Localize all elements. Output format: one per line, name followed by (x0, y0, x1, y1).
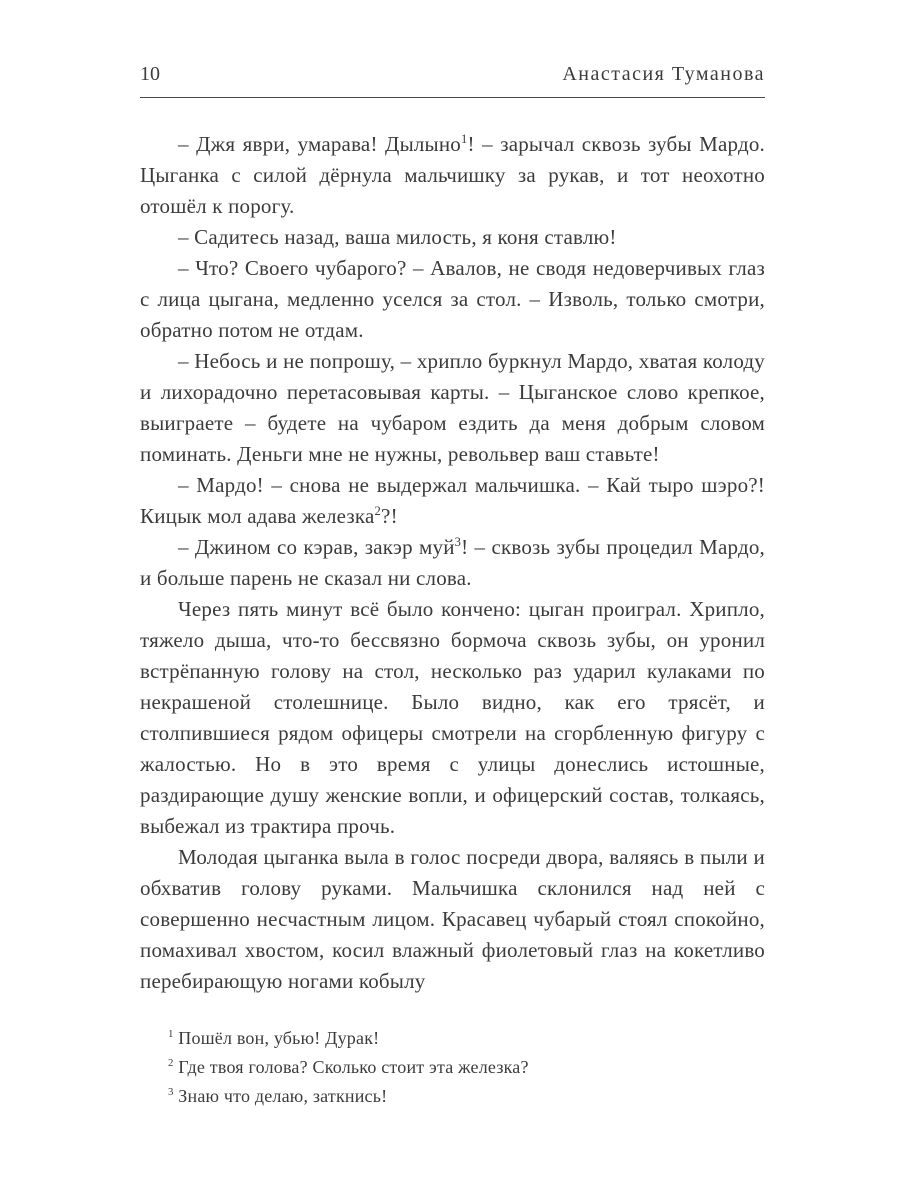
paragraph: – Небось и не попрошу, – хрипло буркнул Мардо, хватая колоду и лихорадочно перетасовывая карты. – Цыганское слово крепкое, выиграете – будете на чубаром ездить да меня добрым словом поминать. Деньги мне не нужны, револьвер ваш ставьте! (140, 349, 765, 466)
paragraph: – Джином со кэрав, закэр муй$^3$! – сквозь зубы процедил Мардо, и больше парень не сказал ни слова. (140, 535, 765, 590)
paragraph: – Мардо! – снова не выдержал мальчишка. – Кай тыро шэро?! Кицык мол адава железка$^2$?! (140, 473, 765, 528)
paragraph: Молодая цыганка выла в голос посреди двора, валяясь в пыли и обхватив голову руками. Мальчишка склонился над ней с совершенно несчастным лицом. Красавец чубарый стоял спокойно, помахивал хвостом, косил влажный фиолетовый глаз на кокетливо перебирающую ногами кобылу (140, 845, 765, 993)
footnote-marker: 3 (454, 535, 462, 549)
paragraph: – Джя яври, умарава! Дылыно$^1$! – зарычал сквозь зубы Мардо. Цыганка с силой дёрнула мальчишку за рукав, и тот неохотно отошёл к порогу. (140, 132, 765, 218)
paragraph: Через пять минут всё было кончено: цыган проиграл. Хрипло, тяжело дыша, что-то бессвязно бормоча сквозь зубы, он уронил встрёпанную голову на стол, несколько раз ударил кулаками по некрашеной столешнице. Было видно, как его трясёт, и столпившиеся рядом офицеры смотрели на сгорбленную фигуру с жалостью. Но в это время с улицы донеслись истошные, раздирающие душу женские вопли, и офицерский состав, толкаясь, выбежал из трактира прочь. (140, 597, 765, 838)
paragraph: – Садитесь назад, ваша милость, я коня ставлю! (178, 225, 617, 249)
footnote-marker: 1 (461, 132, 468, 146)
footnote: $^1$ Пошёл вон, убью! Дурак! (168, 1028, 380, 1048)
body-text (140, 129, 765, 997)
footnote-marker: 2 (374, 504, 382, 518)
author-name: Анастасия Туманова (562, 63, 765, 85)
footnote-number: 1 (168, 1028, 174, 1040)
page-header (140, 60, 765, 98)
page-number: 10 (140, 63, 160, 85)
footnote: $^3$ Знаю что делаю, заткнись! (168, 1086, 388, 1106)
footnotes-section (140, 1024, 765, 1111)
paragraph: – Что? Своего чубарого? – Авалов, не сводя недоверчивых глаз с лица цыгана, медленно уселся за стол. – Изволь, только смотри, обратно потом не отдам. (140, 256, 765, 342)
footnote-number: 2 (168, 1057, 174, 1069)
footnote-number: 3 (168, 1086, 174, 1098)
footnote: $^2$ Где твоя голова? Сколько стоит эта железка? (168, 1057, 529, 1077)
